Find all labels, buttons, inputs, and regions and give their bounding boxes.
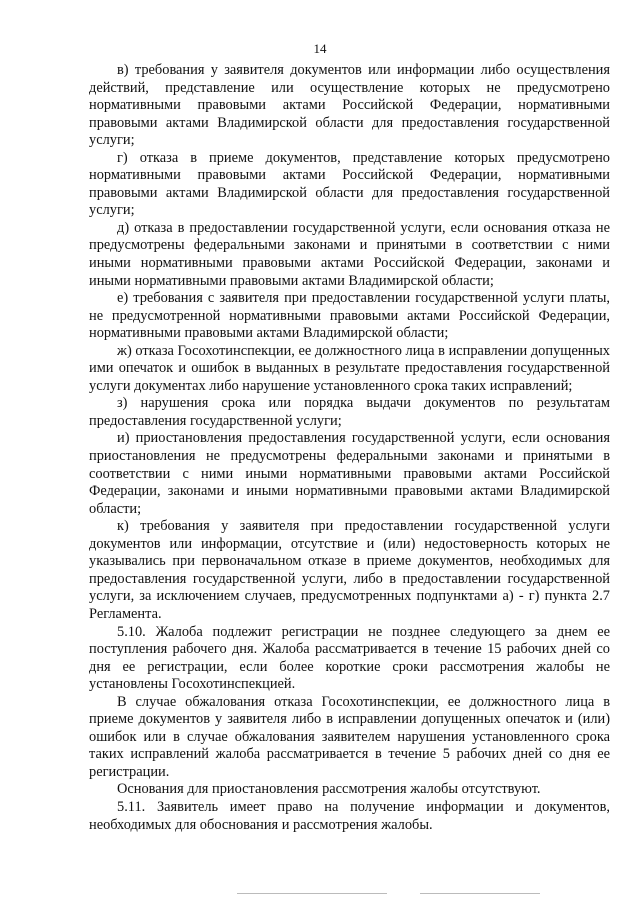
- footer-rule-left: [237, 893, 387, 894]
- paragraph-i: и) приостановления предоставления государственной услуги, если основания приостановления не предусмотрены федеральными законами и принятыми в соответствии с ними иными нормативными правовыми актами Российской Федерации, законами и иными нормативными правовыми актами Владимирской области;: [89, 430, 610, 517]
- paragraph-e: е) требования с заявителя при предоставлении государственной услуги платы, не предусмотренной нормативными правовыми актами Российской Федерации, нормативными правовыми актами Владимирской области;: [89, 290, 610, 342]
- paragraph-5-11: 5.11. Заявитель имеет право на получение информации и документов, необходимых для обоснования и рассмотрения жалобы.: [89, 798, 610, 833]
- paragraph-5-10: 5.10. Жалоба подлежит регистрации не позднее следующего за днем ее поступления рабочего дня. Жалоба рассматривается в течение 15 рабочих дней со дня ее регистрации, если более короткие сроки рассмотрения жалобы не установлены Госохотинспекцией.: [89, 623, 610, 693]
- document-body: [89, 62, 610, 834]
- paragraph-zh: ж) отказа Госохотинспекции, ее должностного лица в исправлении допущенных ими опечаток и ошибок в выданных в результате предоставления государственной услуги документах либо нарушение установленного срока таких исправлений;: [89, 342, 610, 394]
- page-number: 14: [313, 41, 327, 56]
- paragraph-v: в) требования у заявителя документов или информации либо осуществления действий, представление или осуществление которых не предусмотрено нормативными правовыми актами Российской Федерации, нормативными правовыми актами Владимирской области для предоставления государственной услуги;: [89, 62, 610, 149]
- paragraph-g: г) отказа в приеме документов, представление которых предусмотрено нормативными правовыми актами Российской Федерации, нормативными правовыми актами Владимирской области для предоставления государственной услуги;: [89, 149, 610, 219]
- paragraph-z: з) нарушения срока или порядка выдачи документов по результатам предоставления государственной услуги;: [89, 395, 610, 429]
- paragraph-k: к) требования у заявителя при предоставлении государственной услуги документов или информации, отсутствие и (или) недостоверность которых не указывались при первоначальном отказе в приеме документов, необходимых для предоставления государственной услуги, либо в предоставлении государственной услуги, за исключением случаев, предусмотренных подпунктами а) - г) пункта 2.7 Регламента.: [89, 518, 610, 622]
- paragraph-appeal-refusal: В случае обжалования отказа Госохотинспекции, ее должностного лица в приеме документов у заявителя либо в исправлении допущенных опечаток и (или) ошибок или в случае обжалования заявителем нарушения установленного срока таких исправлений жалоба рассматривается в течение 5 рабочих дней со дня ее регистрации.: [89, 693, 610, 780]
- paragraph-no-suspension: Основания для приостановления рассмотрения жалобы отсутствуют.: [117, 781, 541, 798]
- footer-rule-right: [420, 893, 540, 894]
- paragraph-d: д) отказа в предоставлении государственной услуги, если основания отказа не предусмотрены федеральными законами и принятыми в соответствии с ними иными нормативными правовыми актами Российской Федерации, законами и иными нормативными правовыми актами Владимирской области;: [89, 219, 610, 289]
